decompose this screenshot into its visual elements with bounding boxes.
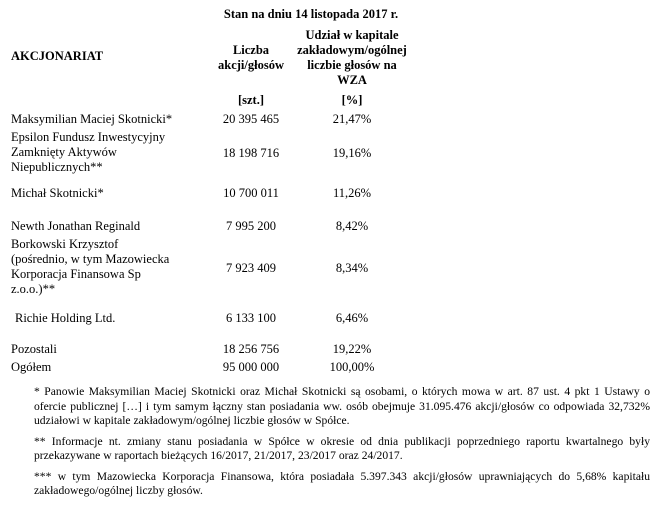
share-count: 18 198 716 bbox=[222, 146, 280, 160]
name-line: Pozostali bbox=[11, 342, 57, 356]
shareholder-name bbox=[11, 112, 191, 127]
percent-header-line: zakładowym/ogólnej bbox=[297, 43, 407, 57]
shareholder-name bbox=[11, 237, 191, 297]
name-line: z.o.o.)** bbox=[11, 282, 56, 296]
shareholder-name bbox=[11, 360, 191, 375]
name-line: Ogółem bbox=[11, 360, 52, 374]
share-percent: 19,22% bbox=[332, 342, 372, 356]
name-line: Richie Holding Ltd. bbox=[15, 311, 116, 325]
shares-header-line: Liczba bbox=[232, 43, 270, 57]
share-count: 7 923 409 bbox=[226, 261, 276, 275]
percent-unit: [%] bbox=[341, 93, 363, 107]
percent-header-line: liczbie głosów na bbox=[307, 58, 397, 72]
percent-header-line: WZA bbox=[337, 73, 367, 87]
shares-header-line: akcji/głosów bbox=[218, 58, 284, 72]
footnote: ** Informacje nt. zmiany stanu posiadania w Spółce w okresie od dnia publikacji poprzedniego raportu kwartalnego były przekazywane w raportach bieżących 16/2017, 21/2017, 23/2017 oraz 24/2017. bbox=[34, 434, 650, 462]
share-count: 10 700 011 bbox=[223, 186, 279, 200]
share-count: 6 133 100 bbox=[226, 311, 276, 325]
share-count: 7 995 200 bbox=[226, 219, 276, 233]
share-percent: 6,46% bbox=[335, 311, 369, 325]
shareholder-name bbox=[11, 186, 191, 201]
percent-header-line: Udział w kapitale bbox=[305, 28, 399, 42]
shareholder-name bbox=[11, 130, 191, 175]
name-line: Niepublicznych** bbox=[11, 160, 103, 174]
footnotes bbox=[34, 385, 650, 505]
shareholders-heading: AKCJONARIAT bbox=[11, 49, 104, 63]
share-percent: 100,00% bbox=[329, 360, 375, 374]
footnote: *** w tym Mazowiecka Korporacja Finansowa, która posiadała 5.397.343 akcji/głosów uprawniających do 5,68% kapitału zakładowego/ogólnej liczby głosów. bbox=[34, 469, 650, 497]
shares-unit: [szt.] bbox=[237, 93, 265, 107]
name-line: (pośrednio, w tym Mazowiecka bbox=[11, 252, 170, 266]
share-count: 95 000 000 bbox=[222, 360, 280, 374]
share-percent: 11,26% bbox=[332, 186, 372, 200]
share-count: 18 256 756 bbox=[222, 342, 280, 356]
share-percent: 19,16% bbox=[332, 146, 372, 160]
shares-column-header bbox=[196, 43, 306, 73]
share-percent: 21,47% bbox=[332, 112, 372, 126]
name-line: Michał Skotnicki* bbox=[11, 186, 104, 200]
percent-column-header bbox=[292, 28, 412, 88]
date-heading: Stan na dniu 14 listopada 2017 r. bbox=[223, 7, 399, 21]
name-line: Newth Jonathan Reginald bbox=[11, 219, 141, 233]
share-percent: 8,42% bbox=[335, 219, 369, 233]
name-line: Maksymilian Maciej Skotnicki* bbox=[11, 112, 173, 126]
name-line: Zamknięty Aktywów bbox=[11, 145, 117, 159]
name-line: Borkowski Krzysztof bbox=[11, 237, 119, 251]
shareholder-name bbox=[11, 342, 191, 357]
share-count: 20 395 465 bbox=[222, 112, 280, 126]
name-line: Korporacja Finansowa Sp bbox=[11, 267, 141, 281]
shareholder-name bbox=[11, 219, 191, 234]
share-percent: 8,34% bbox=[335, 261, 369, 275]
shareholder-name bbox=[15, 311, 195, 326]
name-line: Epsilon Fundusz Inwestycyjny bbox=[11, 130, 166, 144]
footnote: * Panowie Maksymilian Maciej Skotnicki oraz Michał Skotnicki są osobami, o których mowa w art. 87 ust. 4 pkt 1 Ustawy o ofercie publicznej […] i tym samym łączny stan posiadania ww. osób obejmuje 31.095.476 akcji/głosów co odpowiada 32,732% udziałowi w kapitale zakładowym/ogólnej liczbie głosów w Spółce. bbox=[34, 385, 650, 427]
